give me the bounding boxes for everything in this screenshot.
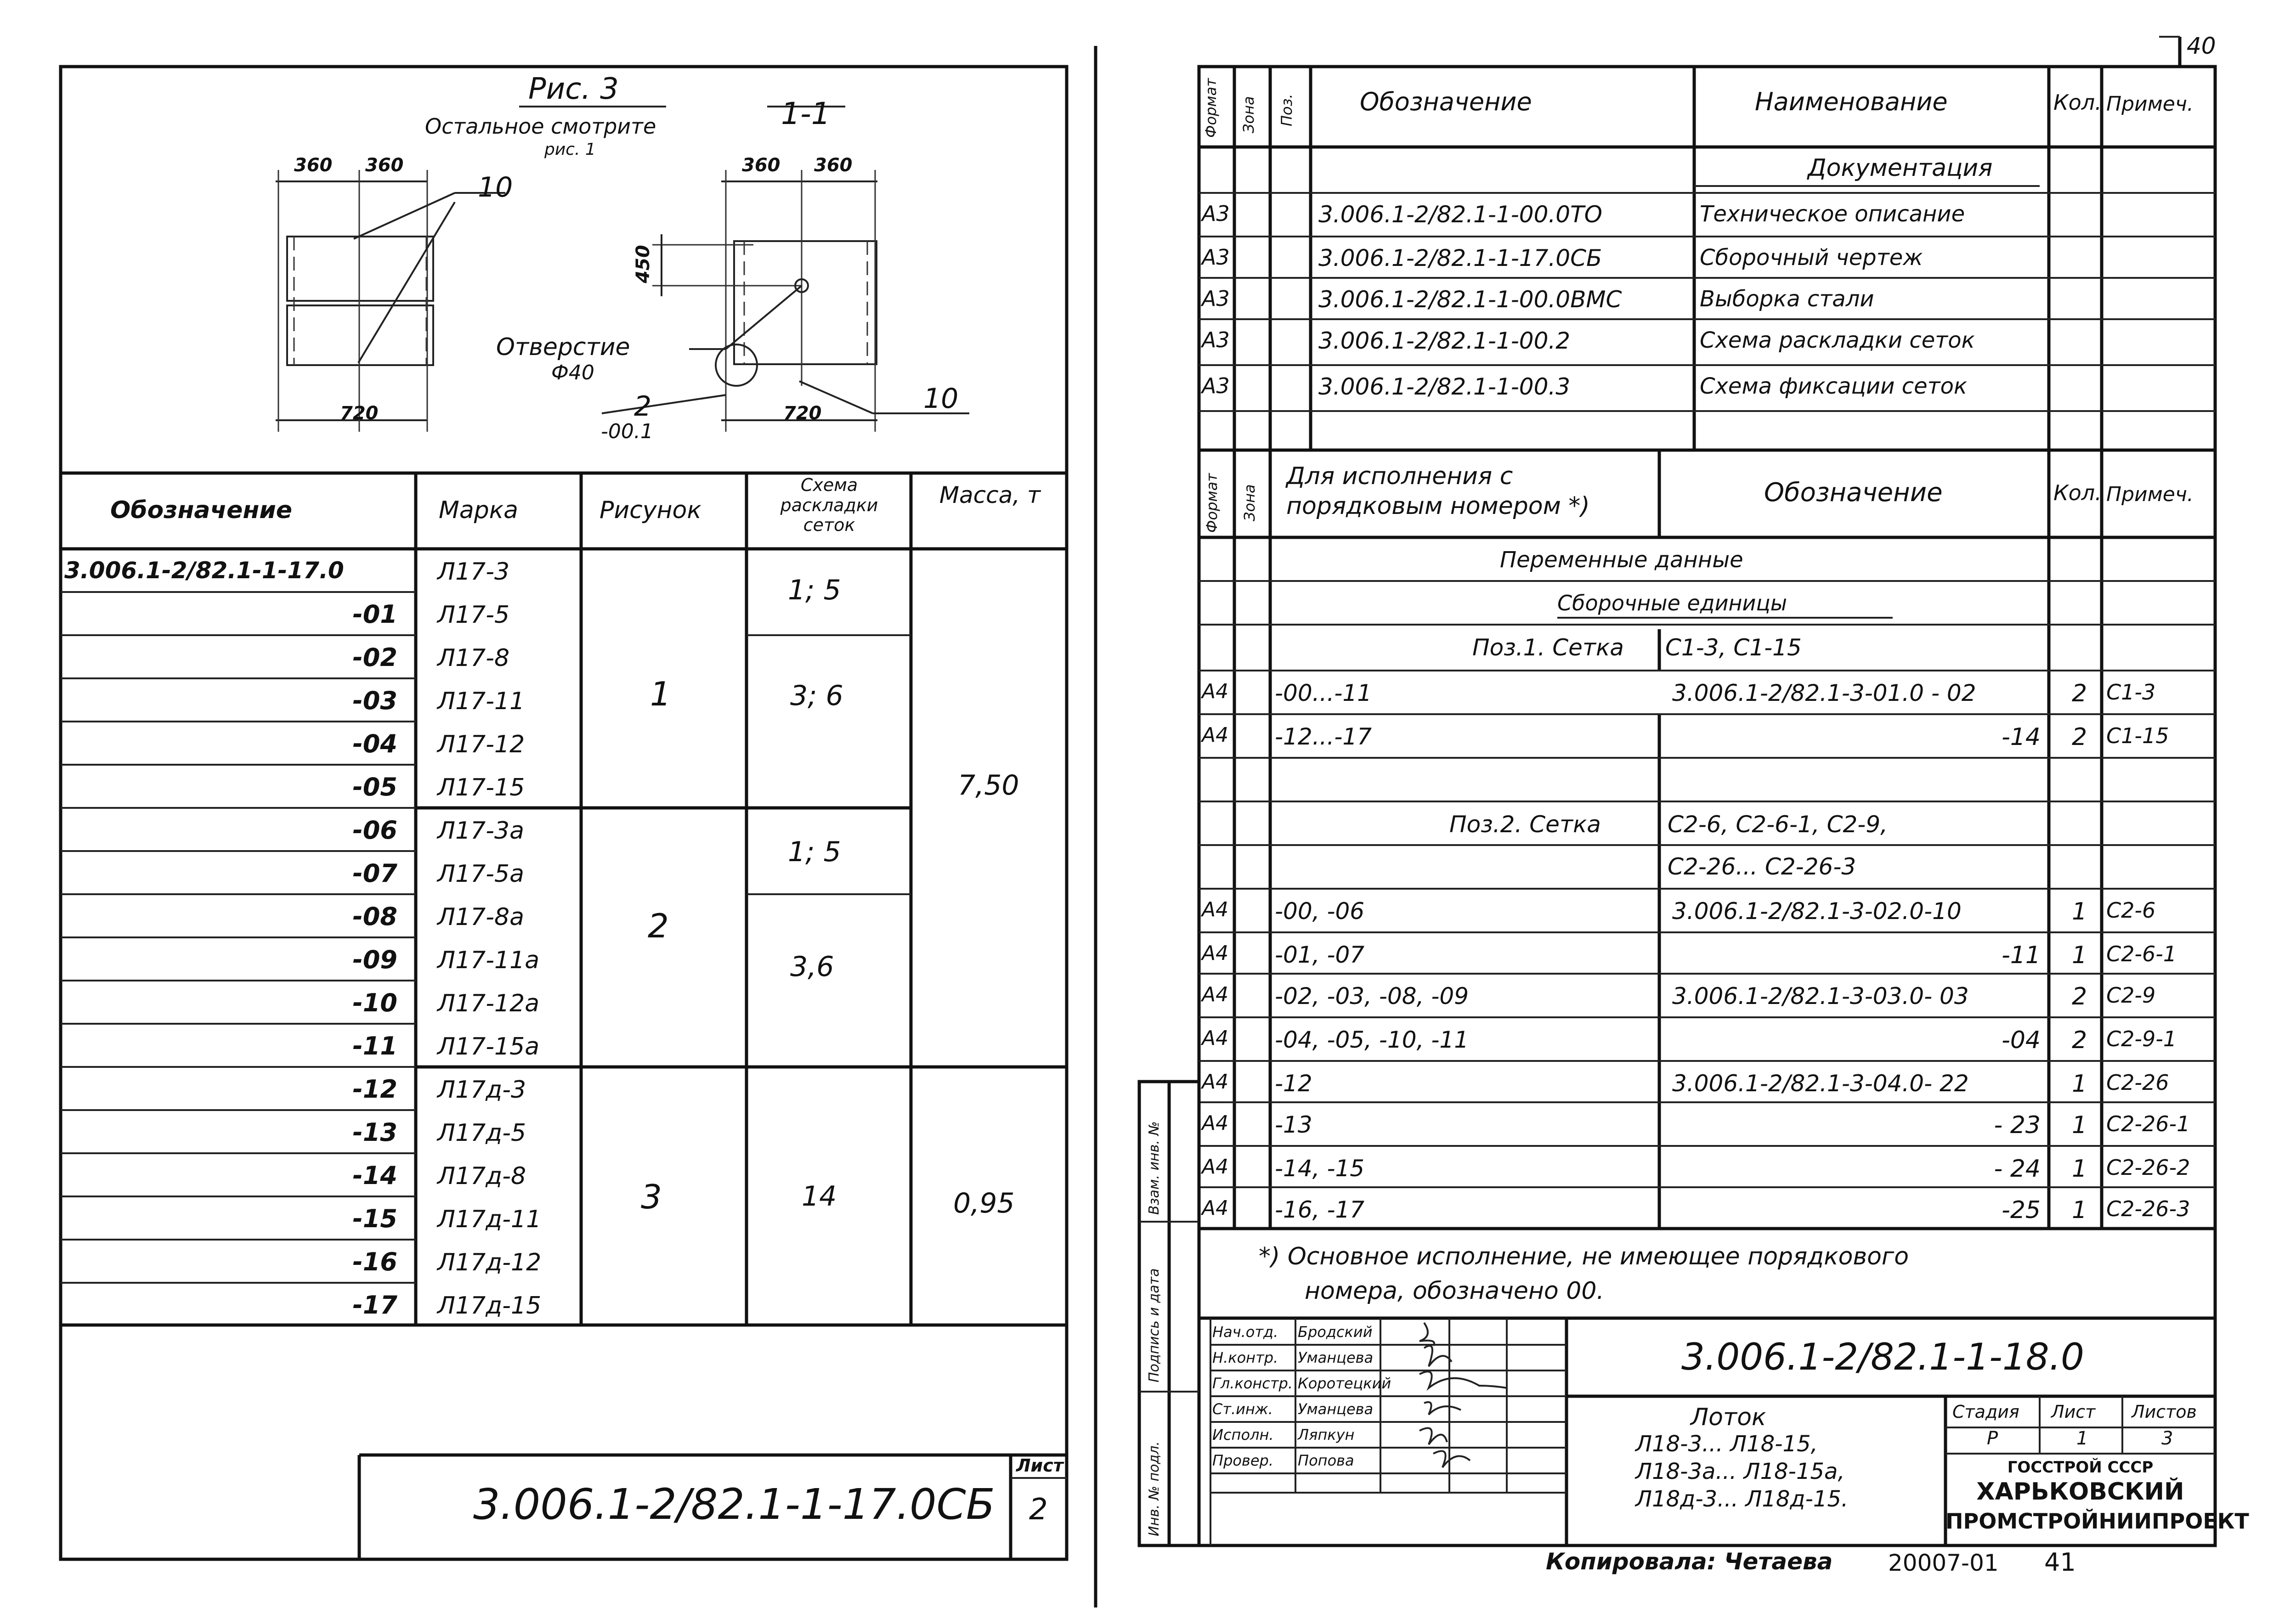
pos1-marks: С1-3, С1-15	[1665, 634, 1802, 661]
footnote-line2: номера, обозначено 00.	[1305, 1277, 1604, 1305]
stamp-person: Уманцева	[1298, 1400, 1374, 1418]
doc-designation-cell: 3.006.1-2/82.1-1-00.3	[1318, 373, 1571, 400]
sheet-label: Лист	[2051, 1402, 2096, 1422]
dim-360-c: 360	[742, 155, 780, 176]
var-designation-cell: 3.006.1-2/82.1-3-01.0 - 02	[1672, 680, 1976, 706]
hole-label: Отверстие	[496, 333, 630, 361]
left-col-designation: Обозначение	[110, 496, 293, 524]
stamp-person: Ляпкун	[1298, 1426, 1355, 1444]
doc-designation-cell: 3.006.1-2/82.1-1-17.0СБ	[1318, 245, 1602, 271]
qty-cell: 2	[2072, 723, 2087, 751]
dim-720-a: 720	[340, 403, 379, 424]
mark-cell: Л17д-5	[437, 1119, 526, 1147]
callout-10-left: 10	[478, 171, 513, 203]
binding-label-replace: Взам. инв. №	[1146, 1121, 1162, 1215]
designation-cell: -12	[352, 1075, 397, 1104]
var-col-qty: Кол.	[2053, 480, 2102, 505]
figure-note-line1: Остальное смотрите	[425, 114, 656, 139]
mark-cell: Л17д-15	[437, 1292, 542, 1320]
top-col-pos: Поз.	[1278, 94, 1295, 126]
org-line-2: ХАРЬКОВСКИЙ	[1976, 1478, 2184, 1506]
note-cell: С1-15	[2106, 723, 2169, 748]
note-cell: С2-9	[2106, 983, 2156, 1008]
designation-cell: -05	[352, 773, 397, 801]
designation-cell: -01	[352, 600, 397, 629]
designation-cell: -06	[352, 816, 397, 845]
doc-designation-cell: 3.006.1-2/82.1-1-00.0ВМС	[1318, 286, 1622, 313]
figure-left-view	[276, 170, 505, 432]
mass-group-2: 0,95	[953, 1187, 1015, 1219]
designation-cell: -15	[352, 1204, 397, 1233]
format-cell: А4	[1202, 1111, 1229, 1135]
var-designation-cell: -14	[2002, 723, 2041, 751]
designation-cell: -14	[352, 1161, 397, 1190]
mark-cell: Л17-3	[437, 558, 510, 586]
qty-cell: 1	[2072, 1111, 2087, 1139]
figure-group-2: 2	[648, 907, 669, 945]
product-line-1: Л18-3... Л18-15,	[1635, 1431, 1818, 1457]
designation-cell: -09	[352, 945, 397, 974]
callout-10-right: 10	[923, 383, 959, 415]
note-cell: С2-6	[2106, 898, 2156, 923]
var-col-designation: Обозначение	[1764, 478, 1943, 508]
execution-cell: -16, -17	[1275, 1196, 1365, 1223]
section-label: 1-1	[781, 96, 831, 131]
stamp-person: Коротецкий	[1298, 1375, 1391, 1392]
mark-cell: Л17-15	[437, 774, 525, 801]
top-col-qty: Кол.	[2053, 90, 2102, 115]
designation-cell: -13	[352, 1118, 397, 1147]
stamp-role: Ст.инж.	[1212, 1400, 1273, 1418]
doc-name-cell: Сборочный чертеж	[1700, 245, 1923, 271]
mass-group-1: 7,50	[958, 769, 1019, 801]
var-designation-cell: - 23	[1994, 1111, 2041, 1139]
doc-name-cell: Схема фиксации сеток	[1700, 373, 1967, 399]
var-designation-cell: 3.006.1-2/82.1-3-04.0- 22	[1672, 1070, 1969, 1097]
var-subtitle: Сборочные единицы	[1557, 591, 1787, 615]
left-sheet-label: Лист	[1016, 1455, 1063, 1476]
left-col-mass: Масса, т	[939, 482, 1041, 508]
execution-cell: -02, -03, -08, -09	[1275, 983, 1469, 1010]
pos2-marks-line2: С2-26... С2-26-3	[1668, 853, 1856, 880]
left-stamp-code: 3.006.1-2/82.1-1-17.0СБ	[473, 1480, 995, 1529]
execution-cell: -00...-11	[1275, 680, 1372, 706]
left-col-mark: Марка	[439, 496, 519, 524]
designation-cell: -08	[352, 902, 397, 931]
designation-cell: -11	[352, 1032, 397, 1060]
mark-cell: Л17-11	[437, 688, 525, 715]
note-cell: С2-26-1	[2106, 1111, 2190, 1136]
scheme-group-4: 3,6	[790, 951, 834, 983]
figure-title: Рис. 3	[528, 72, 619, 106]
product-line-2: Л18-3а... Л18-15а,	[1635, 1459, 1845, 1484]
note-cell: С1-3	[2106, 680, 2156, 705]
sheet-value: 1	[2076, 1428, 2088, 1449]
left-col-figure: Рисунок	[599, 496, 701, 524]
var-col-format: Формат	[1203, 473, 1221, 533]
doc-name-cell: Выборка стали	[1700, 286, 1874, 312]
stamp-person: Бродский	[1298, 1323, 1373, 1341]
execution-cell: -12...-17	[1275, 723, 1372, 750]
top-col-designation: Обозначение	[1360, 87, 1532, 116]
mark-cell: Л17-15а	[437, 1033, 540, 1060]
dim-720-b: 720	[783, 403, 822, 424]
stage-value: Р	[1987, 1428, 1998, 1449]
qty-cell: 2	[2072, 983, 2087, 1010]
figure-note-line2: рис. 1	[544, 140, 596, 159]
designation-cell: -16	[352, 1247, 397, 1276]
mark-cell: Л17-11а	[437, 947, 540, 974]
format-cell: А4	[1202, 942, 1229, 965]
designation-cell: -17	[352, 1291, 397, 1320]
top-col-note: Примеч.	[2106, 92, 2194, 116]
mark-cell: Л17-5а	[437, 860, 524, 888]
execution-cell: -04, -05, -10, -11	[1275, 1026, 1469, 1053]
scheme-group-1: 1; 5	[788, 574, 841, 606]
format-cell: А3	[1202, 245, 1230, 270]
stamp-role: Н.контр.	[1212, 1349, 1278, 1366]
format-cell: А4	[1202, 1155, 1229, 1179]
qty-cell: 1	[2072, 1196, 2087, 1224]
binding-label-inv: Инв. № подл.	[1146, 1441, 1162, 1536]
hole-diameter: Ф40	[551, 361, 594, 384]
pos1-label: Поз.1. Сетка	[1472, 634, 1624, 661]
stamp-role: Нач.отд.	[1212, 1323, 1278, 1341]
mark-cell: Л17-12а	[437, 990, 540, 1017]
right-stamp-code: 3.006.1-2/82.1-1-18.0	[1681, 1336, 2084, 1378]
note-cell: С2-6-1	[2106, 942, 2177, 966]
qty-cell: 1	[2072, 1155, 2087, 1183]
stamp-role: Исполн.	[1212, 1426, 1274, 1444]
format-cell: А3	[1202, 327, 1230, 352]
var-designation-cell: -25	[2002, 1196, 2041, 1224]
designation-cell: -04	[352, 729, 397, 758]
designation-cell: -10	[352, 988, 397, 1017]
dim-360-a: 360	[294, 155, 333, 176]
copied-by: Копировала: Четаева	[1546, 1548, 1833, 1575]
mark-cell: Л17-8	[437, 644, 510, 672]
var-col-zone: Зона	[1241, 484, 1258, 521]
order-number: 20007-01	[1888, 1550, 1999, 1576]
designation-cell: 3.006.1-2/82.1-1-17.0	[64, 557, 344, 584]
org-line-1: ГОССТРОЙ СССР	[2007, 1458, 2154, 1477]
stamp-role: Провер.	[1212, 1452, 1273, 1469]
format-cell: А4	[1202, 898, 1229, 921]
sheets-label: Листов	[2132, 1402, 2197, 1422]
left-col-scheme: Схема раскладки сеток	[780, 475, 878, 536]
pos2-label: Поз.2. Сетка	[1449, 811, 1601, 838]
left-sheet-number: 2	[1029, 1493, 1048, 1527]
top-col-format: Формат	[1202, 78, 1220, 138]
execution-cell: -01, -07	[1275, 942, 1365, 968]
top-col-name: Наименование	[1755, 87, 1948, 116]
designation-cell: -02	[352, 643, 397, 672]
stamp-person: Попова	[1298, 1452, 1354, 1469]
format-cell: А4	[1202, 1070, 1229, 1094]
qty-cell: 1	[2072, 898, 2087, 925]
format-cell: А3	[1202, 286, 1230, 311]
format-cell: А3	[1202, 201, 1230, 226]
footnote-line1: *) Основное исполнение, не имеющее порядкового	[1259, 1243, 1909, 1270]
node-number: 2	[634, 390, 652, 423]
scheme-group-3: 1; 5	[788, 836, 841, 868]
qty-cell: 2	[2072, 680, 2087, 707]
binding-label-sign: Подпись и дата	[1146, 1268, 1162, 1382]
doc-designation-cell: 3.006.1-2/82.1-1-00.2	[1318, 327, 1571, 354]
doc-section-title: Документация	[1808, 154, 1993, 182]
format-cell: А4	[1202, 680, 1229, 703]
doc-name-cell: Техническое описание	[1700, 201, 1965, 227]
execution-cell: -00, -06	[1275, 898, 1365, 925]
figure-group-3: 3	[641, 1178, 662, 1216]
format-cell: А4	[1202, 1026, 1229, 1050]
stamp-person: Уманцева	[1298, 1349, 1374, 1366]
mark-cell: Л17д-12	[437, 1249, 542, 1276]
var-col-note: Примеч.	[2106, 483, 2194, 506]
execution-cell: -12	[1275, 1070, 1312, 1097]
scheme-group-5: 14	[802, 1180, 837, 1213]
format-cell: А4	[1202, 1196, 1229, 1220]
mark-cell: Л17д-11	[437, 1206, 542, 1233]
mark-cell: Л17-12	[437, 731, 525, 758]
page-number: 41	[2044, 1548, 2076, 1577]
var-designation-cell: -11	[2002, 942, 2041, 969]
doc-name-cell: Схема раскладки сеток	[1700, 327, 1975, 353]
qty-cell: 2	[2072, 1026, 2087, 1054]
qty-cell: 1	[2072, 1070, 2087, 1098]
note-cell: С2-9-1	[2106, 1026, 2177, 1051]
dim-360-d: 360	[814, 155, 853, 176]
var-designation-cell: -04	[2002, 1026, 2041, 1054]
var-designation-cell: 3.006.1-2/82.1-3-03.0- 03	[1672, 983, 1969, 1010]
var-designation-cell: 3.006.1-2/82.1-3-02.0-10	[1672, 898, 1962, 925]
left-sheet-frame	[61, 67, 1067, 1559]
format-cell: А3	[1202, 373, 1230, 398]
qty-cell: 1	[2072, 942, 2087, 969]
stamp-role: Гл.констр.	[1212, 1375, 1293, 1392]
org-line-3: ПРОМСТРОЙНИИПРОЕКТ	[1945, 1509, 2249, 1534]
format-cell: А4	[1202, 983, 1229, 1006]
pos2-marks-line1: С2-6, С2-6-1, С2-9,	[1668, 811, 1888, 838]
dim-360-b: 360	[365, 155, 404, 176]
dim-450: 450	[632, 245, 654, 283]
execution-cell: -13	[1275, 1111, 1312, 1138]
var-designation-cell: - 24	[1994, 1155, 2041, 1183]
mark-cell: Л17-8а	[437, 903, 524, 931]
sheets-value: 3	[2161, 1428, 2173, 1449]
product-title: Лоток	[1691, 1404, 1766, 1431]
mark-cell: Л17-5	[437, 601, 510, 629]
note-cell: С2-26-2	[2106, 1155, 2190, 1180]
execution-cell: -14, -15	[1275, 1155, 1365, 1182]
format-cell: А4	[1202, 723, 1229, 747]
top-col-zone: Зона	[1240, 96, 1257, 133]
note-cell: С2-26	[2106, 1070, 2169, 1095]
note-cell: С2-26-3	[2106, 1196, 2190, 1221]
designation-cell: -07	[352, 859, 397, 888]
var-col-for-exec: Для исполнения с порядковым номером *)	[1286, 462, 1590, 520]
product-line-3: Л18д-3... Л18д-15.	[1635, 1486, 1849, 1512]
stage-label: Стадия	[1952, 1402, 2019, 1422]
page-corner-number: 40	[2187, 33, 2216, 59]
figure-group-1: 1	[650, 675, 671, 713]
designation-cell: -03	[352, 686, 397, 715]
node-ref: -00.1	[601, 420, 653, 443]
mark-cell: Л17д-8	[437, 1162, 526, 1190]
mark-cell: Л17д-3	[437, 1076, 526, 1104]
mark-cell: Л17-3а	[437, 817, 524, 845]
var-title: Переменные данные	[1500, 547, 1743, 573]
doc-designation-cell: 3.006.1-2/82.1-1-00.0ТО	[1318, 201, 1602, 228]
scheme-group-2: 3; 6	[790, 680, 843, 712]
